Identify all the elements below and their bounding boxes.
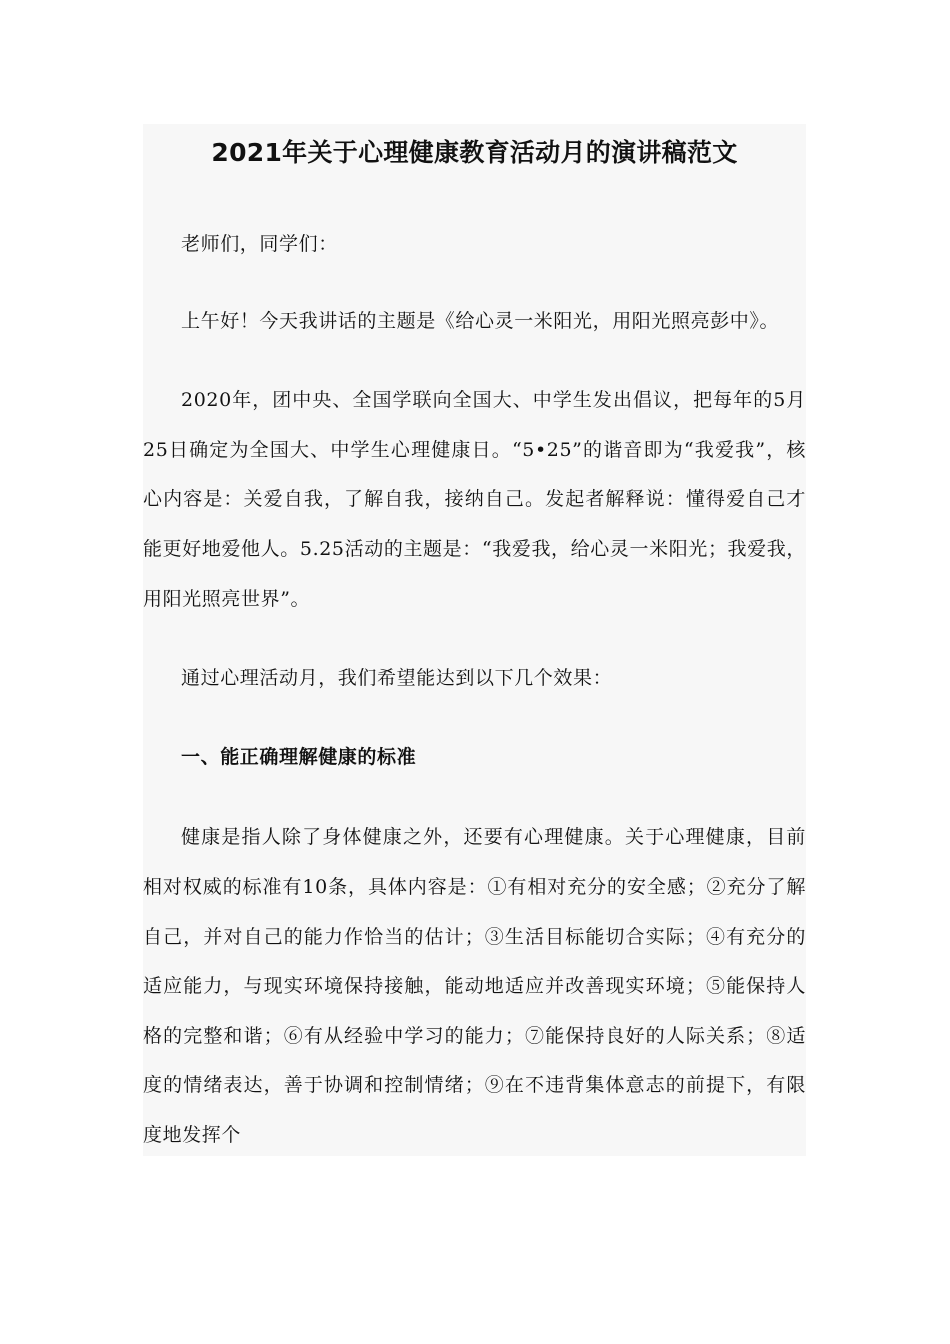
document-body — [143, 124, 806, 1161]
document-title: 2021年关于心理健康教育活动月的演讲稿范文 — [211, 138, 738, 167]
paragraph-health-standards: 健康是指人除了身体健康之外，还要有心理健康。关于心理健康，目前相对权威的标准有10条，具体内容是：①有相对充分的安全感；②充分了解自己，并对自己的能力作恰当的估计；③生活目标能切合实际；④有充分的适应能力，与现实环境保持接触，能动地适应并改善现实环境；⑤能保持人格的完整和谐；⑥有从经验中学习的能力；⑦能保持良好的人际关系；⑧适度的情绪表达，善于协调和控制情绪；⑨在不违背集体意志的前提下，有限度地发挥个 — [143, 826, 806, 1146]
paragraph-background: 2020年，团中央、全国学联向全国大、中学生发出倡议，把每年的5月25日确定为全国大、中学生心理健康日。“5•25”的谐音即为“我爱我”，核心内容是：关爱自我，了解自我，接纳自己。发起者解释说：懂得爱自己才能更好地爱他人。5.25活动的主题是：“我爱我，给心灵一米阳光；我爱我，用阳光照亮世界”。 — [143, 389, 806, 610]
paragraph-goals-intro: 通过心理活动月，我们希望能达到以下几个效果： — [181, 667, 613, 690]
section-heading: 一、能正确理解健康的标准 — [181, 745, 417, 768]
greeting: 老师们，同学们： — [181, 233, 338, 255]
paragraph-opening: 上午好！今天我讲话的主题是《给心灵一米阳光，用阳光照亮彭中》。 — [181, 309, 780, 332]
